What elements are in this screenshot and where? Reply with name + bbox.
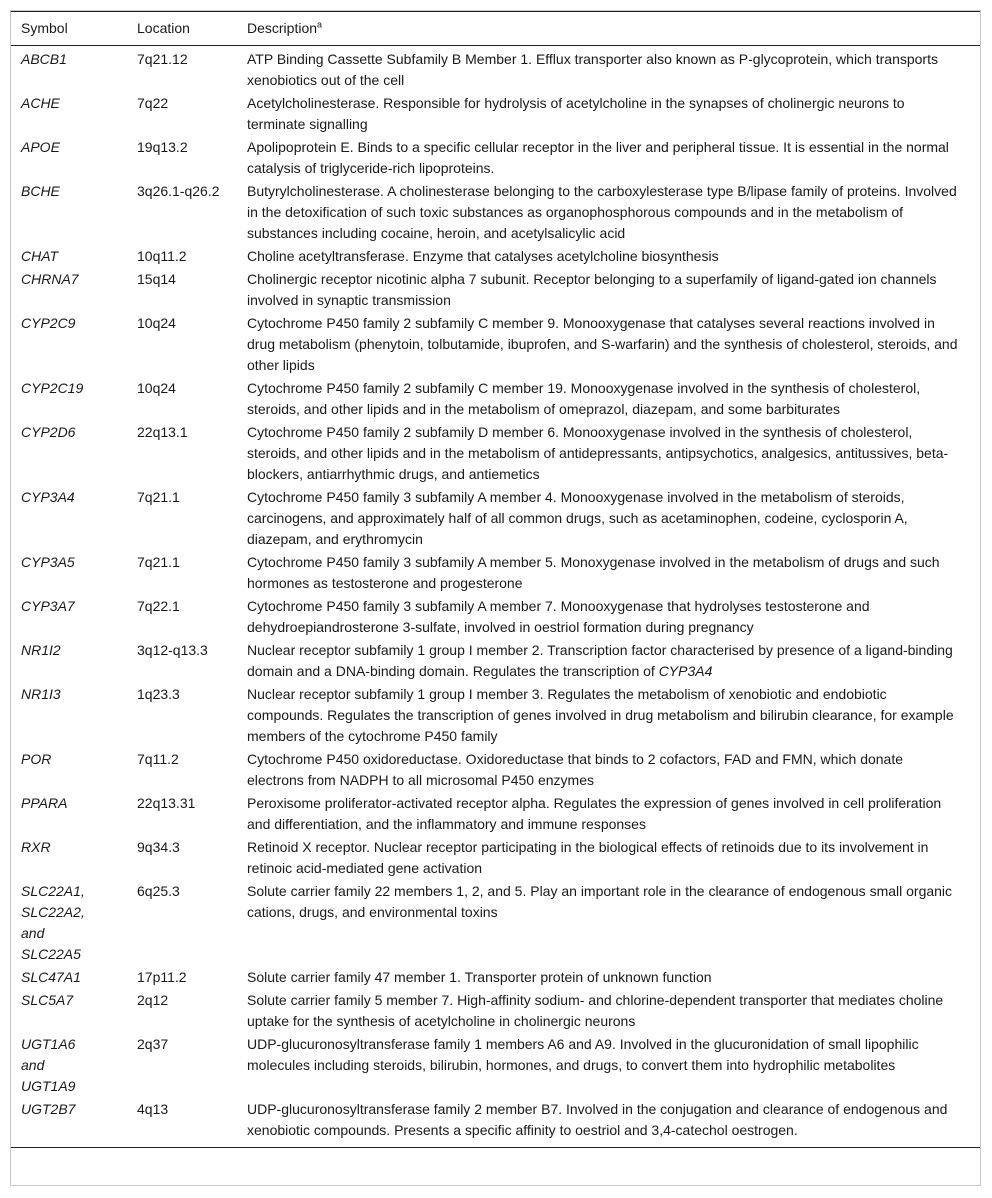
gene-table (11, 11, 980, 1148)
table-row (11, 268, 980, 312)
gene-description (247, 836, 980, 880)
gene-location: 7q22 (137, 95, 169, 111)
table-row (11, 595, 980, 639)
header-description (247, 12, 980, 46)
table-row (11, 312, 980, 377)
gene-description (247, 639, 980, 683)
gene-description (247, 880, 980, 966)
gene-symbol: ABCB1 (21, 51, 67, 67)
gene-symbol: CYP3A4 (21, 489, 75, 505)
gene-description (247, 486, 980, 551)
description-text: Solute carrier family 22 members 1, 2, and 5. Play an important role in the clearance of endogenous small organic cations, drugs, and environmental toxins (247, 883, 953, 920)
gene-symbol: CYP3A5 (21, 554, 75, 570)
description-text: Choline acetyltransferase. Enzyme that catalyses acetylcholine biosynthesis (247, 248, 719, 264)
gene-symbol: CYP2C19 (21, 380, 84, 396)
gene-description (247, 92, 980, 136)
gene-location: 6q25.3 (137, 883, 180, 899)
table-row (11, 180, 980, 245)
gene-symbol: CHRNA7 (21, 271, 79, 287)
gene-location: 22q13.31 (137, 795, 196, 811)
gene-symbol: CHAT (21, 248, 59, 264)
table-row (11, 683, 980, 748)
table-row (11, 551, 980, 595)
gene-location: 15q14 (137, 271, 176, 287)
header-description-label: Description (247, 20, 318, 36)
gene-location: 1q23.3 (137, 686, 180, 702)
gene-description (247, 268, 980, 312)
description-text: Cytochrome P450 family 2 subfamily C member 19. Monooxygenase involved in the synthesis of cholesterol, steroids, and other lipids and in the metabolism of omeprazol, diazepam, and some barbiturates (247, 380, 921, 417)
gene-symbol: SLC22A1, SLC22A2, and SLC22A5 (21, 883, 85, 962)
gene-symbol: ACHE (21, 95, 60, 111)
gene-location: 3q12-q13.3 (137, 642, 208, 658)
table-row (11, 966, 980, 989)
gene-description (247, 245, 980, 268)
description-text: UDP-glucuronosyltransferase family 1 members A6 and A9. Involved in the glucuronidation of small lipophilic molecules including steroids, bilirubin, hormones, and drugs, to convert them into hydrophilic metabolites (247, 1036, 919, 1073)
gene-symbol: UGT1A6 and UGT1A9 (21, 1036, 76, 1094)
gene-location: 10q24 (137, 380, 176, 396)
gene-description (247, 966, 980, 989)
description-text: Cytochrome P450 family 3 subfamily A member 7. Monooxygenase that hydrolyses testosterone and dehydroepiandrosterone 3-sulfate, involved in oestriol formation during pregnancy (247, 598, 870, 635)
gene-symbol: UGT2B7 (11, 1098, 137, 1148)
table-row (11, 136, 980, 180)
gene-description (247, 1033, 980, 1098)
gene-description (247, 1098, 980, 1148)
table-row (11, 1098, 980, 1148)
description-text: Nuclear receptor subfamily 1 group I member 2. Transcription factor characterised by presence of a ligand-binding domain and a DNA-binding domain. Regulates the transcription of (247, 642, 953, 679)
gene-location: 4q13 (137, 1098, 247, 1148)
header-symbol: Symbol (11, 12, 137, 46)
description-text: UDP-glucuronosyltransferase family 2 member B7. Involved in the conjugation and clearance of endogenous and xenobiotic compounds. Presents a specific affinity to oestriol and 3,4-catechol oestrogen. (247, 1101, 948, 1138)
gene-location: 10q11.2 (137, 248, 187, 264)
gene-table-container (10, 10, 981, 1186)
description-text: Cholinergic receptor nicotinic alpha 7 subunit. Receptor belonging to a superfamily of ligand-gated ion channels involved in synaptic transmission (247, 271, 937, 308)
description-text: Peroxisome proliferator-activated receptor alpha. Regulates the expression of genes involved in cell proliferation and differentiation, and the inflammatory and immune responses (247, 795, 942, 832)
table-row (11, 792, 980, 836)
table-row (11, 748, 980, 792)
description-text: Cytochrome P450 family 2 subfamily D member 6. Monooxygenase involved in the synthesis of cholesterol, steroids, and other lipids and in the metabolism of antidepressants, antipsychotics, analgesics, antitussives, beta-blockers, antiarrhythmic drugs, and antiemetics (247, 424, 949, 482)
table-row (11, 92, 980, 136)
gene-symbol: BCHE (21, 183, 60, 199)
gene-description (247, 792, 980, 836)
gene-symbol: RXR (21, 839, 51, 855)
gene-location: 2q12 (137, 992, 169, 1008)
table-row (11, 486, 980, 551)
gene-symbol: POR (21, 751, 52, 767)
gene-location: 7q21.1 (137, 554, 180, 570)
gene-description (247, 748, 980, 792)
header-footnote-marker: a (317, 19, 323, 30)
gene-description (247, 180, 980, 245)
table-row (11, 46, 980, 93)
gene-symbol: PPARA (21, 795, 68, 811)
gene-description (247, 551, 980, 595)
gene-description (247, 377, 980, 421)
description-text: Cytochrome P450 family 3 subfamily A member 5. Monoxygenase involved in the metabolism of drugs and such hormones as testosterone and progesterone (247, 554, 940, 591)
table-row (11, 639, 980, 683)
gene-location: 7q22.1 (137, 598, 180, 614)
gene-location: 17p11.2 (137, 969, 187, 985)
description-text: Acetylcholinesterase. Responsible for hydrolysis of acetylcholine in the synapses of cholinergic neurons to terminate signalling (247, 95, 905, 132)
gene-description (247, 595, 980, 639)
gene-symbol: APOE (21, 139, 60, 155)
gene-symbol: NR1I3 (21, 686, 61, 702)
table-row (11, 1033, 980, 1098)
gene-location: 22q13.1 (137, 424, 188, 440)
table-row (11, 989, 980, 1033)
description-gene-ref: CYP3A4 (658, 663, 713, 679)
gene-symbol: SLC5A7 (21, 992, 74, 1008)
gene-description (247, 312, 980, 377)
gene-location: 2q37 (137, 1036, 169, 1052)
gene-symbol: SLC47A1 (21, 969, 81, 985)
table-row (11, 245, 980, 268)
gene-symbol: NR1I2 (21, 642, 61, 658)
table-row (11, 421, 980, 486)
description-text: Solute carrier family 5 member 7. High-affinity sodium- and chlorine-dependent transporter that mediates choline uptake for the synthesis of acetylcholine in cholinergic neurons (247, 992, 944, 1029)
gene-location: 7q21.12 (137, 51, 188, 67)
gene-description (247, 421, 980, 486)
description-text: Nuclear receptor subfamily 1 group I member 3. Regulates the metabolism of xenobiotic and endobiotic compounds. Regulates the transcription of genes involved in drug metabolism and bilirubin clearance, for example members of the cytochrome P450 family (247, 686, 954, 744)
description-text: Cytochrome P450 family 3 subfamily A member 4. Monooxygenase involved in the metabolism of steroids, carcinogens, and approximately half of all common drugs, such as acetaminophen, codeine, cyclosporin A, diazepam, and erythromycin (247, 489, 908, 547)
table-row (11, 377, 980, 421)
table-row (11, 836, 980, 880)
description-text: Cytochrome P450 family 2 subfamily C member 9. Monooxygenase that catalyses several reactions involved in drug metabolism (phenytoin, tolbutamide, ibuprofen, and S-warfarin) and the synthesis of cholesterol, steroids, and other lipids (247, 315, 958, 373)
gene-location: 10q24 (137, 315, 176, 331)
description-text: Cytochrome P450 oxidoreductase. Oxidoreductase that binds to 2 cofactors, FAD and FMN, which donate electrons from NADPH to all microsomal P450 enzymes (247, 751, 904, 788)
gene-location: 3q26.1-q26.2 (137, 183, 220, 199)
table-body (11, 46, 980, 1148)
gene-description (247, 46, 980, 93)
gene-location: 7q11.2 (137, 751, 179, 767)
header-location: Location (137, 12, 247, 46)
gene-symbol: CYP2C9 (21, 315, 76, 331)
gene-location: 7q21.1 (137, 489, 180, 505)
description-text: ATP Binding Cassette Subfamily B Member 1. Efflux transporter also known as P-glycoprotein, which transports xenobiotics out of the cell (247, 51, 938, 88)
description-text: Butyrylcholinesterase. A cholinesterase belonging to the carboxylesterase type B/lipase family of proteins. Involved in the detoxification of such toxic substances as organophosphorous compounds and in the metabolism of substances including cocaine, heroin, and acetylsalicylic acid (247, 183, 957, 241)
table-row (11, 880, 980, 966)
gene-symbol: CYP2D6 (21, 424, 76, 440)
gene-location: 19q13.2 (137, 139, 188, 155)
header-row (11, 12, 980, 46)
description-text: Solute carrier family 47 member 1. Transporter protein of unknown function (247, 969, 712, 985)
gene-description (247, 136, 980, 180)
table-header (11, 12, 980, 46)
gene-description (247, 989, 980, 1033)
gene-symbol: CYP3A7 (21, 598, 75, 614)
description-text: Retinoid X receptor. Nuclear receptor participating in the biological effects of retinoids due to its involvement in retinoic acid-mediated gene activation (247, 839, 929, 876)
gene-location: 9q34.3 (137, 839, 180, 855)
gene-description (247, 683, 980, 748)
description-text: Apolipoprotein E. Binds to a specific cellular receptor in the liver and peripheral tissue. It is essential in the normal catalysis of triglyceride-rich lipoproteins. (247, 139, 949, 176)
